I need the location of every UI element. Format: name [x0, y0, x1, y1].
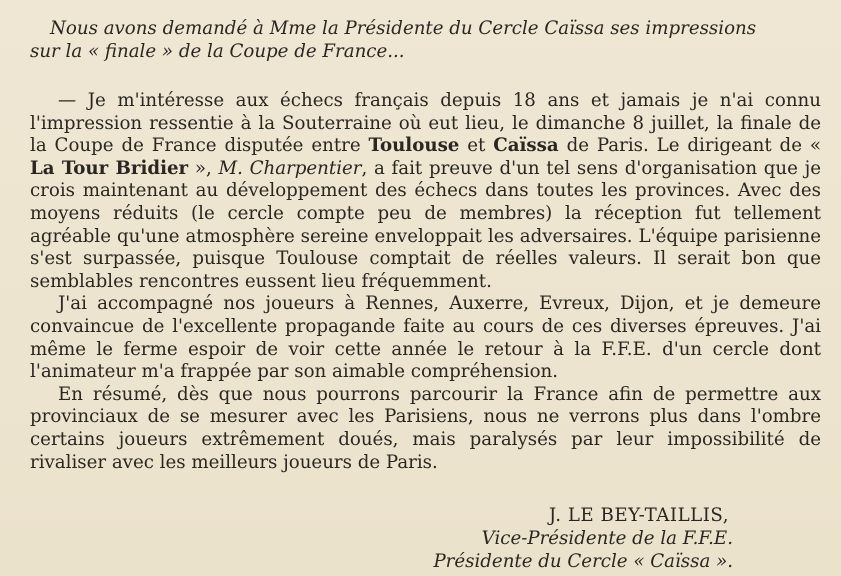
signature-role-2: Présidente du Cercle « Caïssa ».: [433, 551, 733, 573]
intro-line-1: Nous avons demandé à Mme la Présidente du Cercle Caïssa ses impressions: [50, 18, 757, 39]
intro-question: [30, 18, 821, 63]
paragraph-3: En résumé, dès que nous pourrons parcourir la France afin de permettre aux provinciaux de se mesurer avec les Parisiens, nous ne verrons plus dans l'ombre certains joueurs extrêmement doués, mais paralysés par leur impossibilité de rivaliser avec les meilleurs joueurs de Paris.: [30, 383, 821, 473]
signature-name: J. LE BEY-TAILLIS,: [548, 505, 729, 527]
paragraph-2: J'ai accompagné nos joueurs à Rennes, Auxerre, Evreux, Dijon, et je demeure convaincue de l'excellente propagande faite au cours de ces diverses épreuves. J'ai même le ferme espoir de voir cette année le retour à la F.F.E. d'un cercle dont l'animateur m'a frappée par son aimable compréhension.: [30, 293, 821, 383]
paragraph-1-text-d: de Paris. Le dirigeant de «: [558, 135, 821, 157]
person-charpentier: M. Charpentier: [218, 157, 362, 179]
paragraph-1: [30, 90, 821, 293]
signature-role-1: Vice-Présidente de la F.F.E.: [481, 528, 733, 550]
team-toulouse: Toulouse: [368, 135, 460, 157]
paragraph-1-text-a: — Je m'intéresse aux échecs français depuis 18 ans et jamais je n'ai connu l'impression ressentie à la Souterraine où eut lieu, le dimanche 8 juillet, la finale de la Coupe de France disputée entre: [30, 90, 821, 157]
paragraph-1-text-e: »,: [188, 157, 219, 179]
paragraph-1-text-c: et: [459, 135, 494, 157]
signature-block: [30, 504, 821, 573]
team-caissa: Caïssa: [493, 135, 559, 157]
club-tour-bridier: La Tour Bridier: [30, 157, 189, 179]
article-body: [30, 90, 821, 474]
intro-line-2: sur la « finale » de la Coupe de France...: [30, 40, 405, 62]
paragraph-1-text-f: , a fait preuve d'un tel sens d'organisation que je crois maintenant au développement des échecs dans toutes les provinces. Avec des moyens réduits (le cercle compte peu de membres) la réception fut tellement agréable qu'une atmosphère sereine enveloppait les adversaires. L'équipe parisienne s'est surpassée, puisque Toulouse comptait de réelles valeurs. Il serait bon que semblables rencontres eussent lieu fréquemment.: [30, 157, 821, 292]
